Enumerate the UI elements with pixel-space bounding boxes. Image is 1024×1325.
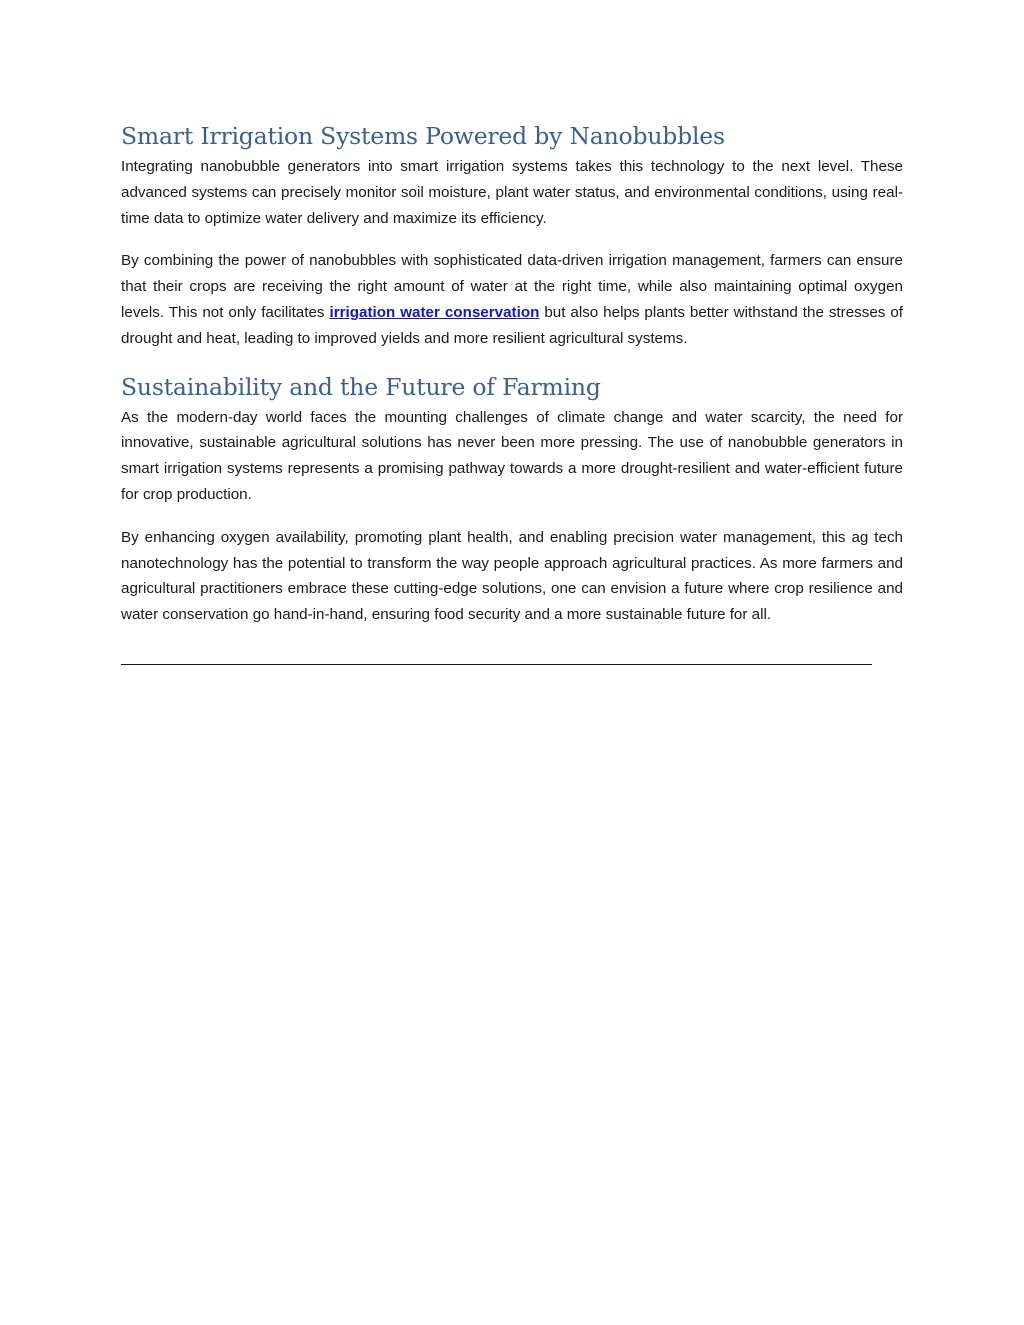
section-sustainability bbox=[121, 369, 903, 628]
paragraph: As the modern-day world faces the mounting challenges of climate change and water scarcity, the need for innovative, sustainable agricultural solutions has never been more pressing. The use of nanobubble generators in smart irrigation systems represents a promising pathway towards a more drought-resilient and water-efficient future for crop production. bbox=[121, 408, 903, 503]
section-heading: Smart Irrigation Systems Powered by Nanobubbles bbox=[121, 122, 725, 150]
section-heading: Sustainability and the Future of Farming bbox=[121, 372, 601, 401]
paragraph: Integrating nanobubble generators into smart irrigation systems takes this technology to the next level. These advanced systems can precisely monitor soil moisture, plant water status, and environmental conditions, using real-time data to optimize water delivery and maximize its efficiency. bbox=[121, 158, 903, 227]
section-smart-irrigation bbox=[121, 118, 903, 352]
paragraph-text: but also helps plants better withstand the stresses of drought and heat, leading to improved yields and more resilient agricultural systems. bbox=[121, 303, 903, 347]
irrigation-water-conservation-link[interactable]: irrigation water conservation bbox=[329, 303, 540, 321]
paragraph-text: By combining the power of nanobubbles with sophisticated data-driven irrigation management, farmers can ensure that their crops are receiving the right amount of water at the right time, while also maintaining optimal oxygen levels. This not only facilitates bbox=[121, 252, 903, 321]
document-content bbox=[121, 118, 903, 665]
paragraph-with-link bbox=[121, 248, 903, 351]
paragraph: By enhancing oxygen availability, promoting plant health, and enabling precision water management, this ag tech nanotechnology has the potential to transform the way people approach agricultural practices. As more farmers and agricultural practitioners embrace these cutting-edge solutions, one can envision a future where crop resilience and water conservation go hand-in-hand, ensuring food security and a more sustainable future for all. bbox=[121, 528, 903, 624]
horizontal-rule bbox=[121, 645, 872, 665]
